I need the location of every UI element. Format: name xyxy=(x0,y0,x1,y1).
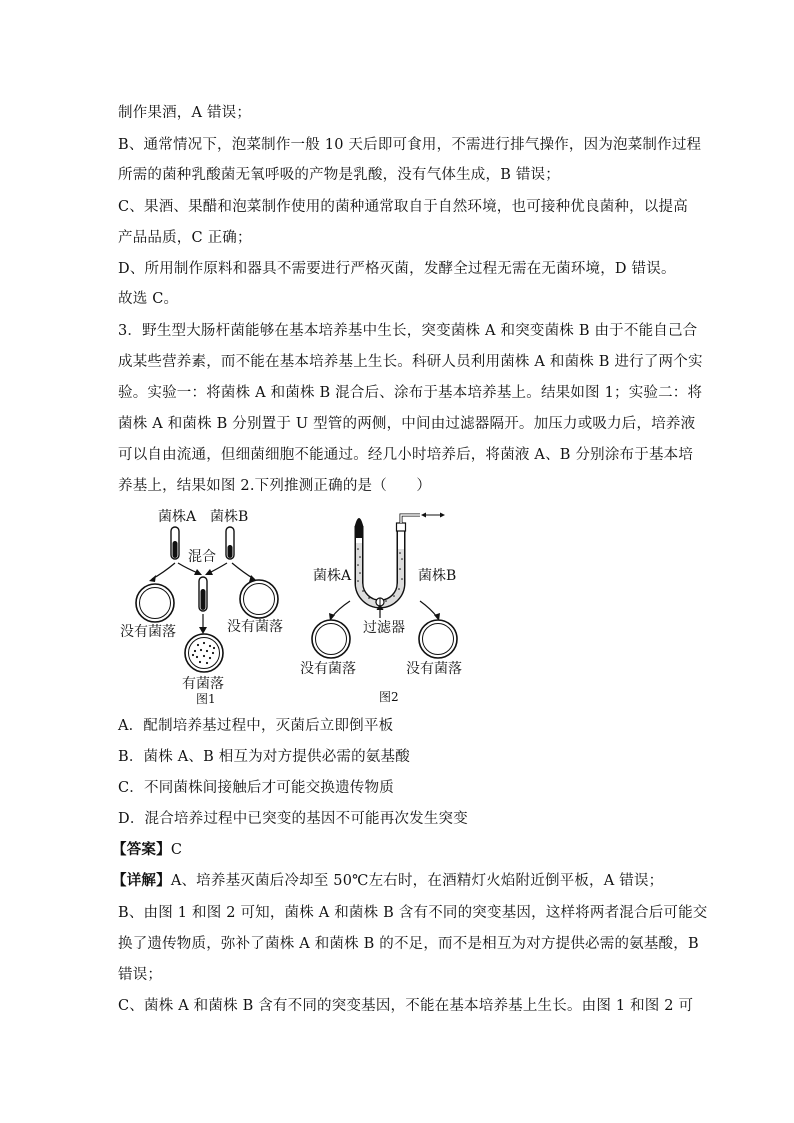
option-b: B．菌株 A、B 相互为对方提供必需的氨基酸 xyxy=(118,749,410,765)
petri-dish-with-colonies-icon xyxy=(185,634,223,672)
answer-label: 【答案】 xyxy=(112,841,171,858)
test-tube-a-icon xyxy=(171,527,179,559)
fig1-mix-label: 混合 xyxy=(188,549,216,565)
petri-dish-icon xyxy=(419,620,457,658)
arrow-icon xyxy=(420,601,437,617)
fig2-no-colony-left-label: 没有菌落 xyxy=(300,661,356,677)
fig1-caption: 图1 xyxy=(196,692,216,705)
fig1-has-colony-label: 有菌落 xyxy=(182,676,224,692)
text-line: C、果酒、果醋和泡菜制作使用的菌种通常取自于自然环境，也可接种优良菌种，以提高 xyxy=(118,199,688,215)
analysis-text: C、菌株 A 和菌株 B 含有不同的突变基因，不能在基本培养基上生长。由图 1 和图 2 可 xyxy=(118,998,694,1014)
text-line: 所需的菌种乳酸菌无氧呼吸的产物是乳酸，没有气体生成，B 错误； xyxy=(118,167,560,183)
question-text: 验。实验一：将菌株 A 和菌株 B 混合后、涂布于基本培养基上。结果如图 1；实验二：将 xyxy=(118,385,703,401)
question-text: 养基上，结果如图 2.下列推测正确的是（ ） xyxy=(118,478,432,494)
analysis-text: 错误； xyxy=(118,967,163,983)
fig2-strain-b-label: 菌株B xyxy=(418,568,457,584)
pressure-suction-arrow-icon xyxy=(421,513,445,518)
fig1-strain-a-label: 菌株A xyxy=(158,509,197,525)
figure-2 xyxy=(300,513,462,705)
fig1-strain-b-label: 菌株B xyxy=(210,509,249,525)
analysis-line xyxy=(112,872,663,890)
text-line: D、所用制作原料和器具不需要进行严格灭菌，发酵全过程无需在无菌环境，D 错误。 xyxy=(118,261,676,277)
question-text: 3．野生型大肠杆菌能够在基本培养基中生长，突变菌株 A 和突变菌株 B 由于不能自己合 xyxy=(118,323,698,339)
arrow-icon xyxy=(332,601,350,617)
question-text: 菌株 A 和菌株 B 分别置于 U 型管的两侧，中间由过滤器隔开。加压力或吸力后，培养液 xyxy=(118,416,696,432)
fig2-strain-a-label: 菌株A xyxy=(313,568,352,584)
fig2-filter-label: 过滤器 xyxy=(363,620,405,636)
answer-value: C xyxy=(170,842,183,858)
figure-1 xyxy=(120,508,283,705)
text-line: B、通常情况下，泡菜制作一般 10 天后即可食用，不需进行排气操作，因为泡菜制作过程 xyxy=(118,137,702,153)
petri-dish-icon xyxy=(312,620,350,658)
text-line: 故选 C。 xyxy=(118,291,179,307)
answer-line xyxy=(112,841,182,859)
fig1-no-colony-right-label: 没有菌落 xyxy=(227,619,283,635)
analysis-text: B、由图 1 和图 2 可知，菌株 A 和菌株 B 含有不同的突变基因，这样将两者混合后可能交 xyxy=(118,905,708,921)
analysis-text: A、培养基灭菌后冷却至 50℃左右时，在酒精灯火焰附近倒平板，A 错误； xyxy=(170,873,664,889)
test-tube-b-icon xyxy=(226,527,234,559)
u-tube-icon xyxy=(355,515,421,606)
mixed-test-tube-icon xyxy=(199,577,207,611)
analysis-label: 【详解】 xyxy=(112,872,171,889)
question-text: 可以自由流通，但细菌细胞不能通过。经几小时培养后，将菌液 A、B 分别涂布于基本培 xyxy=(118,447,694,463)
fig1-no-colony-left-label: 没有菌落 xyxy=(120,624,176,640)
analysis-text: 换了遗传物质，弥补了菌株 A 和菌株 B 的不足，而不是相互为对方提供必需的氨基酸，B xyxy=(118,936,699,952)
text-line: 制作果酒，A 错误； xyxy=(118,105,252,121)
petri-dish-icon xyxy=(136,584,174,622)
option-c: C．不同菌株间接触后才可能交换遗传物质 xyxy=(118,780,394,796)
fig2-caption: 图2 xyxy=(379,690,399,704)
option-a: A．配制培养基过程中，灭菌后立即倒平板 xyxy=(118,718,394,734)
petri-dish-icon xyxy=(240,580,278,618)
arrow-head-icon xyxy=(199,627,207,634)
question-text: 成某些营养素，而不能在基本培养基上生长。科研人员利用菌株 A 和菌株 B 进行了两个实 xyxy=(118,354,703,370)
arrow-head-icon xyxy=(149,575,156,582)
option-d: D．混合培养过程中已突变的基因不可能再次发生突变 xyxy=(118,811,468,827)
text-line: 产品品质，C 正确； xyxy=(118,230,252,246)
experiment-figure xyxy=(118,505,478,705)
fig2-no-colony-right-label: 没有菌落 xyxy=(406,661,462,677)
